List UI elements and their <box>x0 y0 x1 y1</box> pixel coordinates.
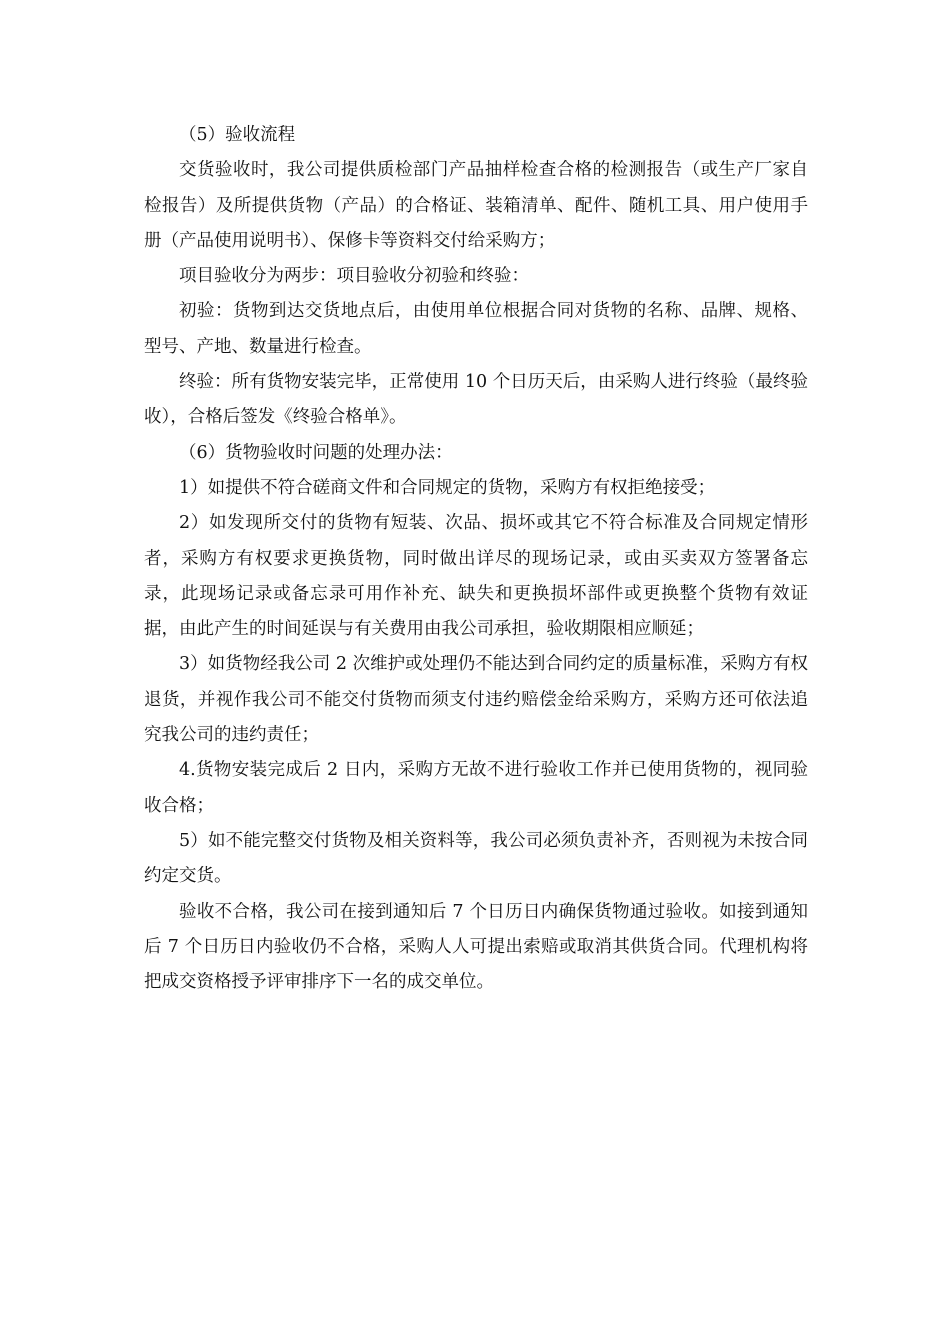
list-item-replace-goods: 2）如发现所交付的货物有短装、次品、损坏或其它不符合标准及合同规定情形者，采购方有权要求更换货物，同时做出详尽的现场记录，或由买卖双方签署备忘录，此现场记录或备忘录可用作补充、缺失和更换损坏部件或更换整个货物有效证据，由此产生的时间延误与有关费用由我公司承担，验收期限相应顺延； <box>144 513 808 640</box>
paragraph-delivery-inspection: 交货验收时，我公司提供质检部门产品抽样检查合格的检测报告（或生产厂家自检报告）及所提供货物（产品）的合格证、装箱清单、配件、随机工具、用户使用手册（产品使用说明书）、保修卡等资料交付给采购方； <box>144 160 808 251</box>
paragraph-failed-acceptance: 验收不合格，我公司在接到通知后 7 个日历日内确保货物通过验收。如接到通知后 7 个日历日内验收仍不合格，采购人人可提出索赔或取消其供货合同。代理机构将把成交资格授予评审排序下一名的成交单位。 <box>144 901 808 993</box>
section-heading-acceptance-process: （5）验收流程 <box>179 125 296 145</box>
list-item-incomplete-delivery: 5）如不能完整交付货物及相关资料等，我公司必须负责补齐，否则视为未按合同约定交货。 <box>144 830 808 887</box>
list-item-return-goods: 3）如货物经我公司 2 次维护或处理仍不能达到合同约定的质量标准，采购方有权退货，并视作我公司不能交付货物而须支付违约赔偿金给采购方，采购方还可依法追究我公司的违约责任； <box>144 654 808 746</box>
document-body <box>144 118 808 1000</box>
paragraph-two-stage-acceptance: 项目验收分为两步：项目验收分初验和终验： <box>179 266 529 287</box>
paragraph-final-inspection: 终验：所有货物安装完毕，正常使用 10 个日历天后，由采购人进行终验（最终验收），合格后签发《终验合格单》。 <box>144 372 808 428</box>
list-item-reject-goods: 1）如提供不符合磋商文件和合同规定的货物，采购方有权拒绝接受； <box>179 477 716 498</box>
paragraph-initial-inspection: 初验：货物到达交货地点后，由使用单位根据合同对货物的名称、品牌、规格、型号、产地、数量进行检查。 <box>144 301 808 357</box>
list-item-deemed-accepted: 4.货物安装完成后 2 日内，采购方无故不进行验收工作并已使用货物的，视同验收合格； <box>144 760 808 816</box>
section-heading-problem-handling: （6）货物验收时问题的处理办法： <box>179 442 453 463</box>
